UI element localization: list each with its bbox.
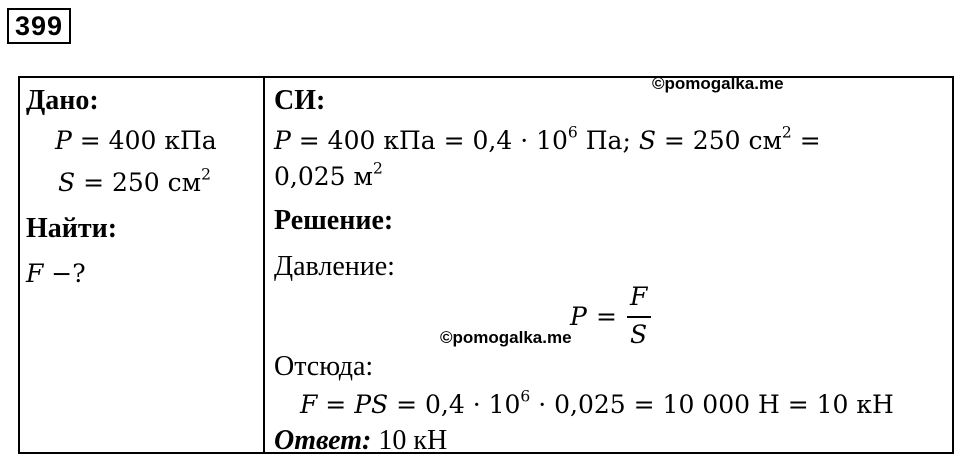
si-s-value: = 250 см	[655, 126, 782, 155]
hence-label: Отсюда:	[274, 351, 374, 382]
calc-ps: PS	[354, 390, 389, 419]
answer-label: Ответ:	[274, 425, 372, 456]
given-area-var: S	[58, 168, 76, 197]
si-p-var: P	[274, 126, 291, 155]
calc-result: · 0,025 = 10 000 Н = 10 кН	[530, 390, 894, 419]
formula-numerator: F	[630, 282, 648, 311]
calc-equals: =	[317, 390, 355, 419]
given-area-exponent: 2	[201, 165, 211, 184]
find-heading: Найти:	[26, 213, 118, 244]
given-pressure-value: = 400 кПа	[71, 126, 217, 155]
si-s-equals: =	[791, 126, 821, 155]
problem-number: 399	[7, 8, 71, 44]
pressure-label: Давление:	[274, 251, 395, 282]
si-s-var: S	[638, 126, 656, 155]
formula-equals: =	[596, 302, 617, 331]
si-p-exponent: 6	[567, 123, 578, 142]
si-area-exponent: 2	[372, 159, 383, 178]
force-calculation	[300, 388, 894, 422]
watermark-top: ©pomogalka.me	[652, 74, 784, 93]
find-var: F	[26, 259, 44, 288]
pressure-formula	[570, 282, 660, 352]
column-divider	[263, 76, 265, 454]
find-target	[26, 257, 86, 291]
si-conversion-line2	[274, 160, 383, 194]
watermark-middle: ©pomogalka.me	[440, 328, 572, 347]
answer-line	[274, 424, 447, 458]
answer-value: 10 кН	[371, 425, 448, 456]
calc-exponent: 6	[520, 387, 531, 406]
given-area	[58, 166, 211, 200]
given-area-value: = 250 см	[75, 168, 202, 197]
given-pressure-var: P	[55, 126, 72, 155]
formula-denominator: S	[630, 320, 648, 349]
si-p-value: = 400 кПа = 0,4 · 10	[290, 126, 568, 155]
calc-pressure: = 0,4 · 10	[388, 390, 521, 419]
find-question: −?	[43, 259, 86, 288]
si-heading: СИ:	[274, 85, 326, 116]
si-area-value: 0,025 м	[274, 162, 373, 191]
calc-f-var: F	[300, 390, 318, 419]
si-conversion-line1	[274, 124, 821, 158]
si-p-unit: Па;	[577, 126, 639, 155]
formula-lhs: P	[570, 302, 587, 331]
given-pressure	[55, 124, 217, 158]
si-s-exponent: 2	[781, 123, 792, 142]
solution-heading: Решение:	[274, 205, 394, 236]
given-heading: Дано:	[26, 85, 99, 116]
